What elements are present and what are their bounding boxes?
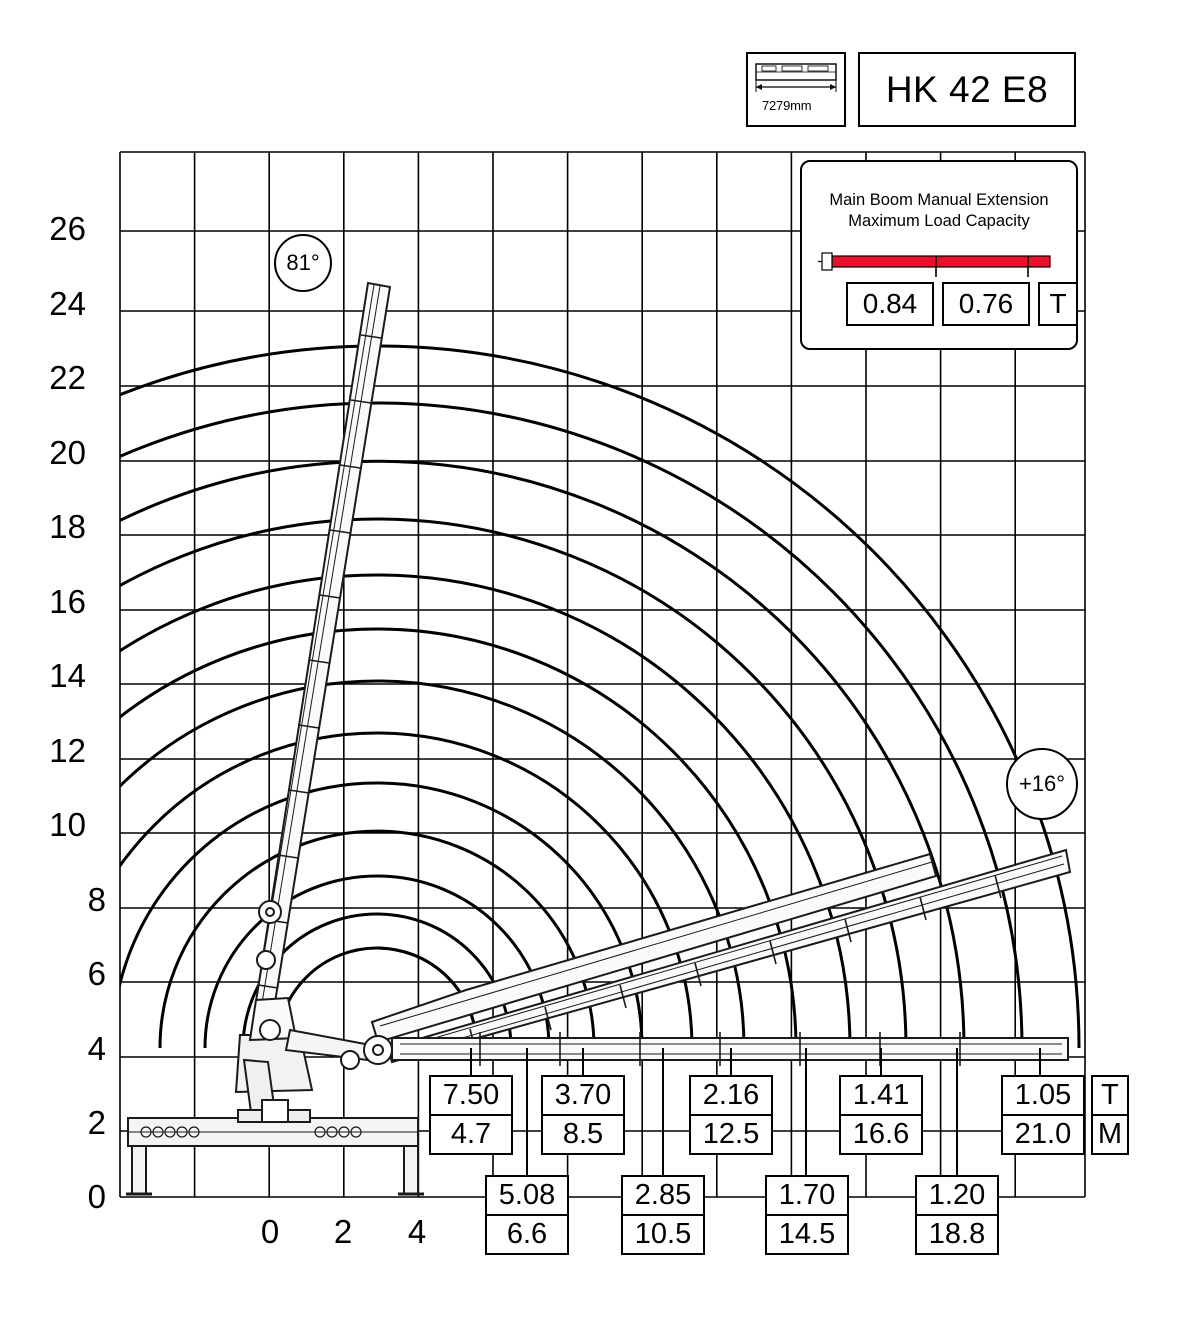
callout-4 [621,1175,705,1255]
y-tick-4: 4 [87,1030,106,1067]
min-angle-label: +16° [1018,771,1066,796]
unit-tonnes: T [1091,1075,1129,1116]
legend-value-2: 0.76 [942,282,1030,326]
y-tick-20: 20 [49,434,86,471]
crane-base [236,998,392,1120]
callout-reach: 12.5 [689,1114,773,1155]
boom-intermediate [372,836,1056,1055]
y-tick-12: 12 [49,732,86,769]
callout-reach: 4.7 [429,1114,513,1155]
boom-raised [250,283,390,1046]
callout-capacity: 1.70 [765,1175,849,1216]
truck-chassis [126,1100,424,1194]
callout-7 [839,1075,923,1155]
y-tick-0: 0 [87,1178,106,1215]
y-tick-16: 16 [49,583,86,620]
callout-reach: 16.6 [839,1114,923,1155]
legend-unit: T [1038,282,1078,326]
callout-capacity: 2.85 [621,1175,705,1216]
callout-2 [485,1175,569,1255]
callout-6 [765,1175,849,1255]
legend-value-1: 0.84 [846,282,934,326]
legend-values [846,282,1078,326]
callout-capacity: 3.70 [541,1075,625,1116]
min-angle-badge [1006,748,1078,820]
working-range-arcs [0,346,1079,1048]
callout-capacity: 2.16 [689,1075,773,1116]
y-tick-10: 10 [49,806,86,843]
callout-reach: 14.5 [765,1214,849,1255]
max-angle-badge [274,234,332,292]
y-tick-6: 6 [87,955,106,992]
y-tick-24: 24 [49,285,86,322]
y-tick-18: 18 [49,508,86,545]
callout-reach: 18.8 [915,1214,999,1255]
x-tick-4: 4 [407,1213,427,1250]
dimension-label: 7279mm [762,98,812,113]
callout-units [1091,1075,1129,1155]
legend-title-line2: Maximum Load Capacity [848,212,1030,230]
unit-metres: M [1091,1114,1129,1155]
page-title: HK 42 E8 [885,68,1049,110]
manual-extension-legend [800,160,1078,350]
callout-capacity: 1.05 [1001,1075,1085,1116]
callout-reach: 21.0 [1001,1114,1085,1155]
legend-title [802,190,1076,232]
y-tick-14: 14 [49,657,86,694]
callout-3 [541,1075,625,1155]
callout-capacity: 1.20 [915,1175,999,1216]
manual-extension-icon [816,246,1066,278]
x-tick-2: 2 [333,1213,353,1250]
y-tick-8: 8 [87,881,106,918]
callout-1 [429,1075,513,1155]
callout-reach: 10.5 [621,1214,705,1255]
callout-capacity: 5.08 [485,1175,569,1216]
callout-capacity: 7.50 [429,1075,513,1116]
callout-reach: 6.6 [485,1214,569,1255]
y-tick-2: 2 [87,1104,106,1141]
y-tick-26: 26 [49,210,86,247]
callout-capacity: 1.41 [839,1075,923,1116]
callout-9 [1001,1075,1085,1155]
y-tick-22: 22 [49,359,86,396]
callout-5 [689,1075,773,1155]
x-tick-0: 0 [260,1213,280,1250]
callout-reach: 8.5 [541,1114,625,1155]
boom-extended [388,850,1070,1062]
legend-title-line1: Main Boom Manual Extension [829,191,1049,209]
max-angle-label: 81° [286,250,320,275]
callout-8 [915,1175,999,1255]
